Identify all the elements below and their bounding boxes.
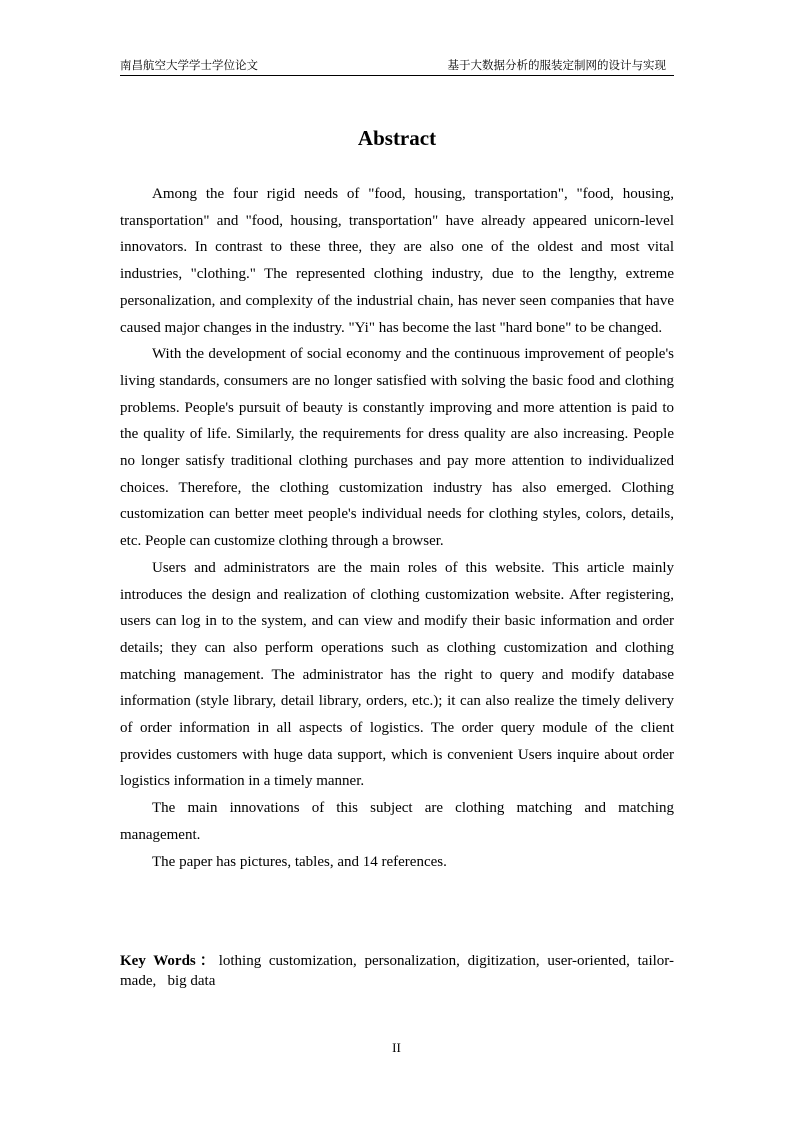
abstract-paragraph-4: The main innovations of this subject are clothing matching and matching management. <box>120 800 674 843</box>
header-university-title: 南昌航空大学学士学位论文 <box>120 58 258 72</box>
abstract-paragraph-3: Users and administrators are the main roles of this website. This article mainly introduces the design and realization of clothing customization website. After registering, users can log in to the system, and can view and modify their basic information and order details; they can also perform operations such as clothing customization and clothing matching management. The administrator has the right to query and modify database information (style library, detail library, orders, etc.); it can also realize the timely delivery of order information in all aspects of logistics. The order query module of the client provides customers with huge data support, which is convenient Users inquire about order logistics information in a timely manner. <box>120 559 674 790</box>
abstract-body <box>120 181 674 875</box>
abstract-paragraph-2: With the development of social economy and the continuous improvement of people's living standards, consumers are no longer satisfied with solving the basic food and clothing problems. People's pursuit of beauty is constantly improving and more attention is paid to the quality of life. Similarly, the requirements for dress quality are also increasing. People no longer satisfy traditional clothing purchases and pay more attention to individualized choices. Therefore, the clothing customization industry has also emerged. Clothing customization can better meet people's individual needs for clothing styles, colors, details, etc. People can customize clothing through a browser. <box>120 346 674 550</box>
keywords-label: Key Words： <box>120 953 219 969</box>
keywords-block <box>120 951 674 991</box>
page-number: II <box>392 1040 401 1055</box>
keywords-text: lothing customization, personalization, digitization, user-oriented, tailor-made, big data <box>120 953 674 989</box>
running-header <box>120 57 674 76</box>
abstract-paragraph-1: Among the four rigid needs of "food, housing, transportation", "food, housing, transportation" and "food, housing, transportation" have already appeared unicorn-level innovators. In contrast to these three, they are also one of the oldest and most vital industries, "clothing." The represented clothing industry, due to the lengthy, extreme personalization, and complexity of the industrial chain, has never seen companies that have caused major changes in the industry. "Yi" has become the last "hard bone" to be changed. <box>120 186 674 336</box>
header-thesis-title: 基于大数据分析的服装定制网的设计与实现 <box>447 58 666 72</box>
abstract-title: Abstract <box>357 126 437 150</box>
abstract-paragraph-5: The paper has pictures, tables, and 14 references. <box>152 853 447 870</box>
